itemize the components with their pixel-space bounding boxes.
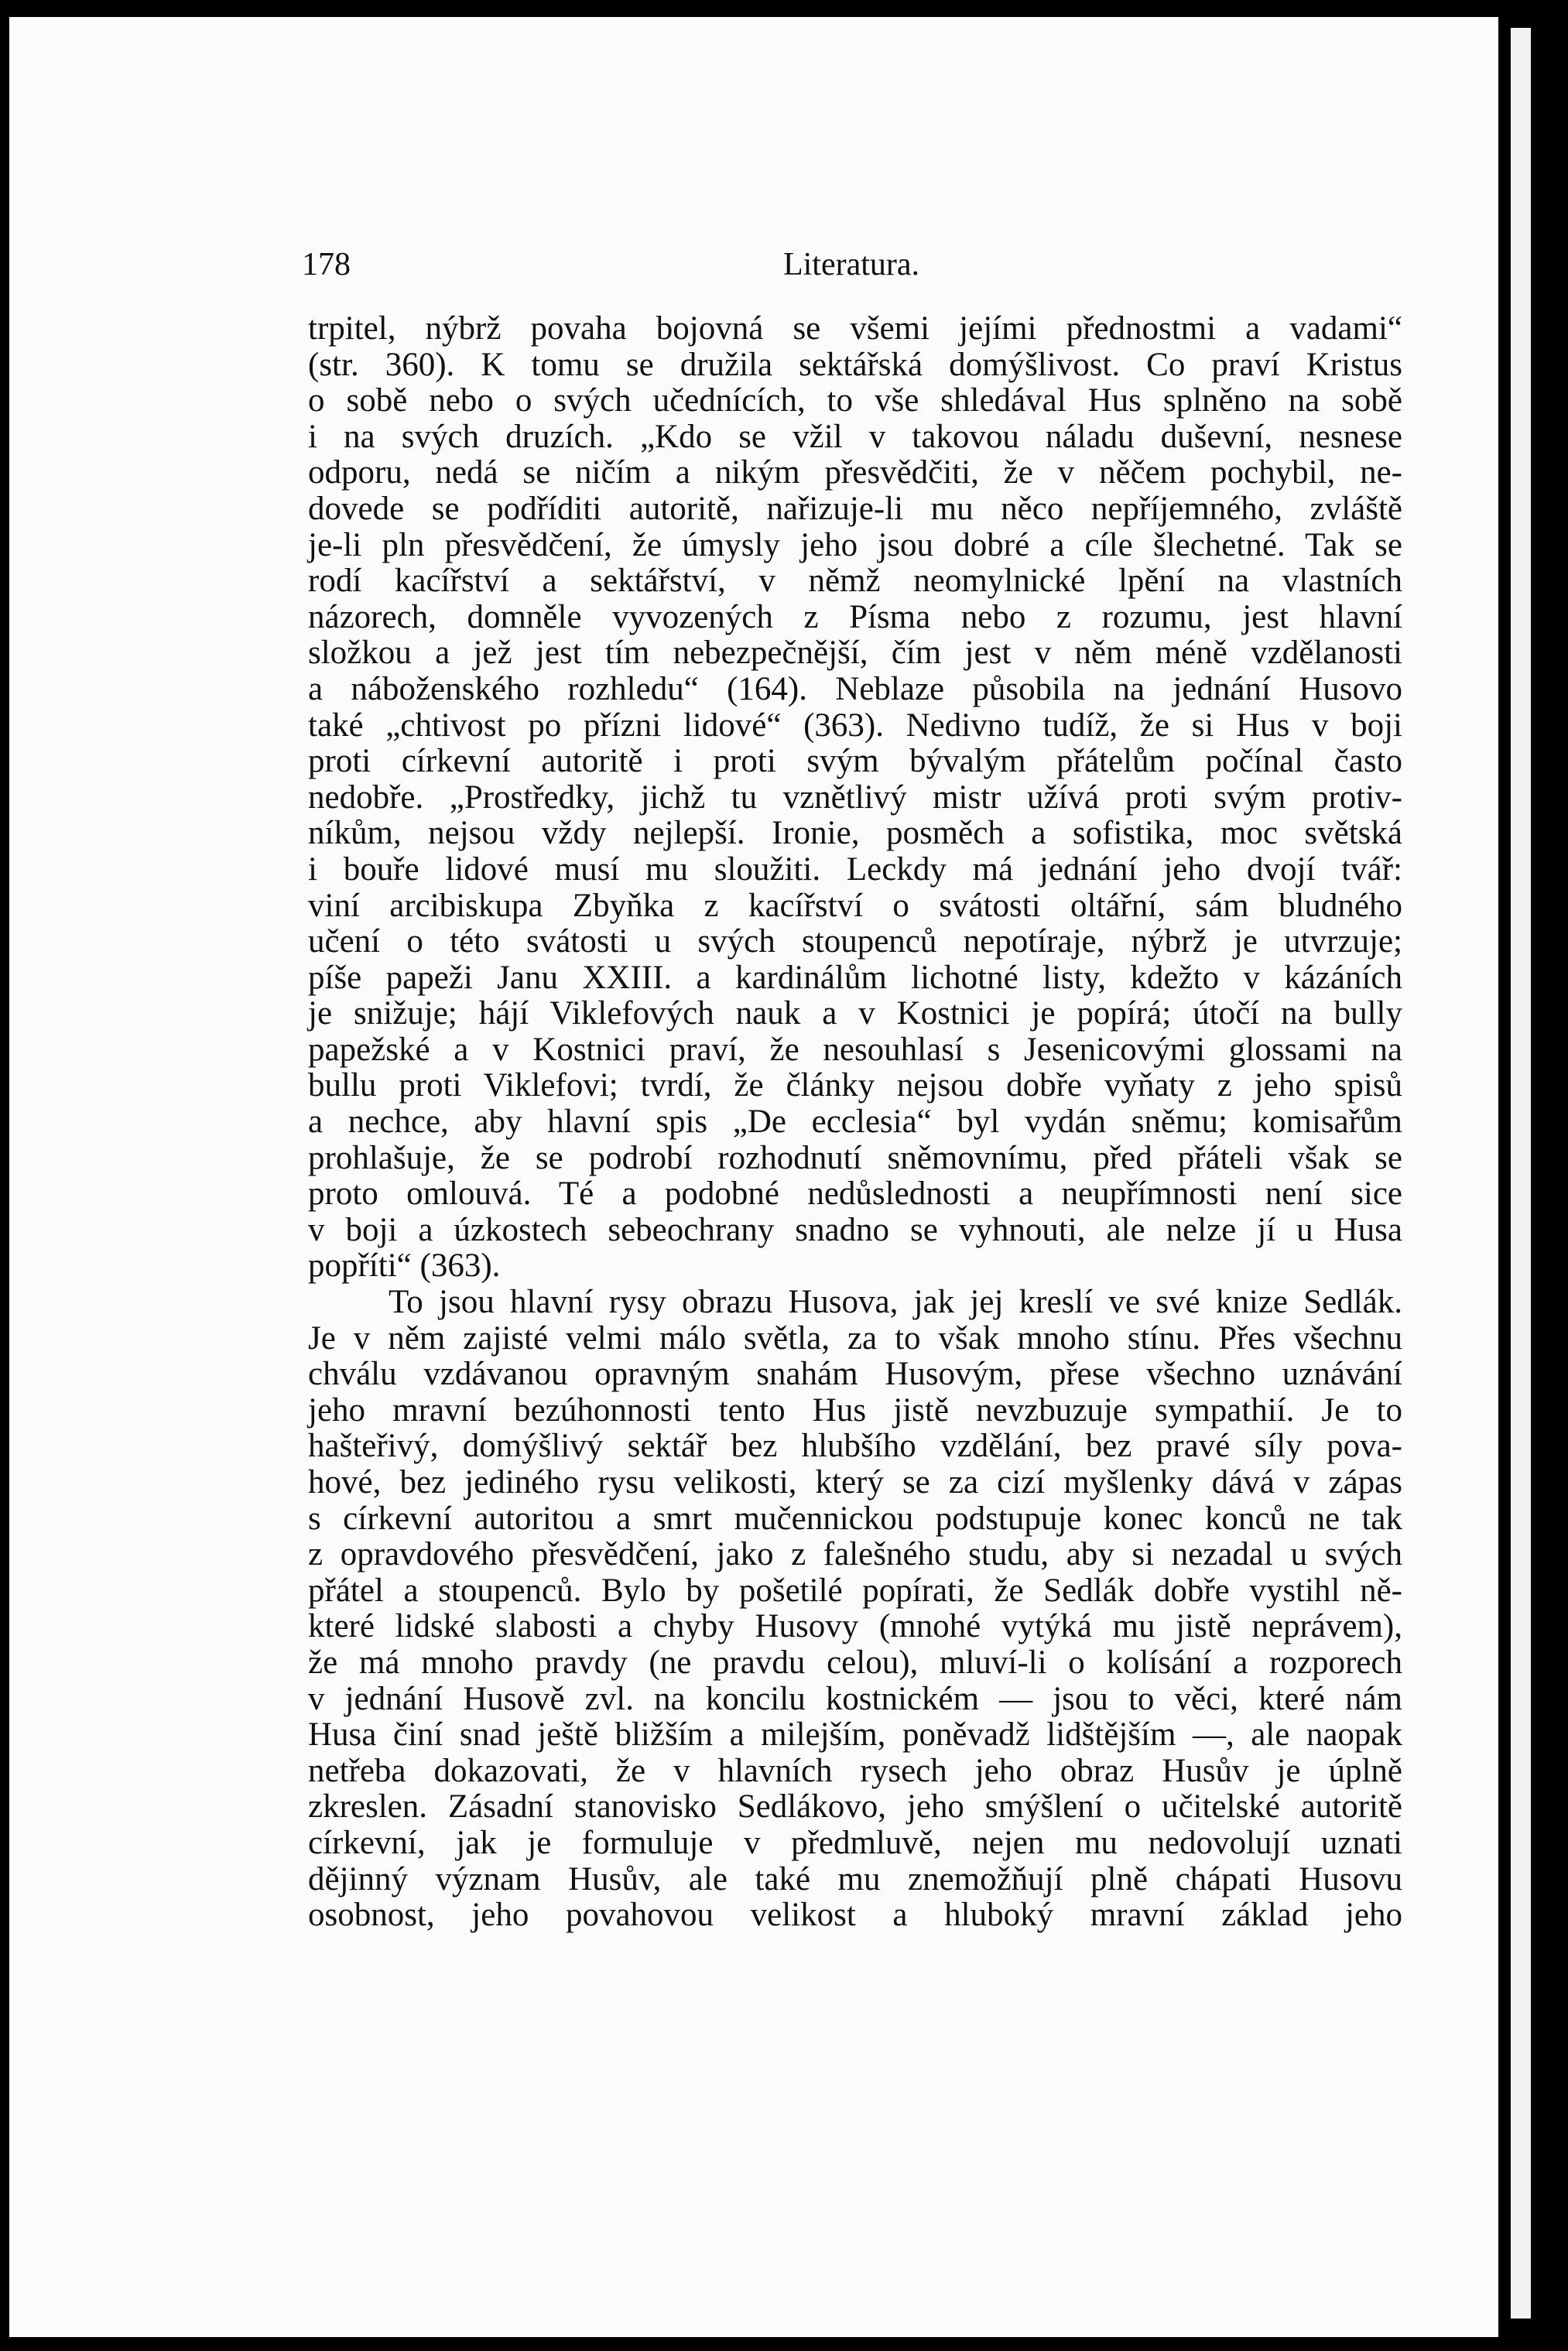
text-line: zkreslen. Zásadní stanovisko Sedlákovo, jeho smýšlení o učitelské autoritě (308, 1788, 1402, 1826)
text-line: prohlašuje, že se podrobí rozhodnutí sněmovnímu, před přáteli však se (308, 1139, 1402, 1176)
text-line: že má mnoho pravdy (ne pravdu celou), mluví-li o kolísání a rozporech (308, 1644, 1402, 1681)
text-line: názorech, domněle vyvozených z Písma nebo z rozumu, jest hlavní (308, 598, 1402, 635)
text-line: viní arcibiskupa Zbyňka z kacířství o svátosti oltářní, sám bludného (308, 887, 1402, 924)
text-line: proti církevní autoritě i proti svým bývalým přátelům počínal často (308, 743, 1402, 780)
text-line: trpitel, nýbrž povaha bojovná se všemi jejími přednostmi a vadami“ (308, 310, 1402, 347)
text-line: a náboženského rozhledu“ (164). Neblaze působila na jednání Husovo (308, 670, 1402, 707)
text-line: církevní, jak je formuluje v předmluvě, nejen mu nedovolují uznati (308, 1824, 1402, 1861)
text-line: odporu, nedá se ničím a nikým přesvědčiti, že v něčem pochybil, ne- (308, 454, 1402, 491)
text-line: v jednání Husově zvl. na koncilu kostnickém — jsou to věci, které nám (308, 1680, 1402, 1717)
text-line: nedobře. „Prostředky, jichž tu vznětlivý mistr užívá proti svým protiv- (308, 779, 1402, 816)
text-line: popříti“ (363). (308, 1247, 501, 1285)
text-line: v boji a úzkostech sebeochrany snadno se vyhnouti, ale nelze jí u Husa (308, 1211, 1402, 1248)
text-line: níkům, nejsou vždy nejlepší. Ironie, posměch a sofistika, moc světská (308, 815, 1402, 852)
text-line: s církevní autoritou a smrt mučennickou podstupuje konec konců ne tak (308, 1500, 1402, 1537)
text-line: hové, bez jediného rysu velikosti, který se za cizí myšlenky dává v zápas (308, 1464, 1402, 1501)
text-line: o sobě nebo o svých učednících, to vše shledával Hus splněno na sobě (308, 382, 1402, 419)
text-line: To jsou hlavní rysy obrazu Husova, jak jej kreslí ve své knize Sedlák. (389, 1284, 1402, 1321)
text-line: dějinný význam Husův, ale také mu znemožňují plně chápati Husovu (308, 1860, 1402, 1898)
text-line: složkou a jež jest tím nebezpečnější, čím jest v něm méně vzdělanosti (308, 635, 1402, 672)
facing-page-edge (1511, 28, 1531, 2318)
text-line: hašteřivý, domýšlivý sektář bez hlubšího vzdělání, bez pravé síly pova- (308, 1428, 1402, 1465)
text-line: je-li pln přesvědčení, že úmysly jeho jsou dobré a cíle šlechetné. Tak se (308, 526, 1402, 563)
text-line: přátel a stoupenců. Bylo by pošetilé popírati, že Sedlák dobře vystihl ně- (308, 1572, 1402, 1609)
text-line: dovede se podříditi autoritě, nařizuje-li mu něco nepříjemného, zvláště (308, 490, 1402, 527)
text-line: i bouře lidové musí mu sloužiti. Leckdy má jednání jeho dvojí tvář: (308, 850, 1402, 888)
text-line: píše papeži Janu XXIII. a kardinálům lichotné listy, kdežto v kázáních (308, 959, 1402, 996)
page-number: 178 (302, 247, 351, 282)
text-line: chválu vzdávanou opravným snahám Husovým, přese všechno uznávání (308, 1356, 1402, 1393)
text-line (308, 1934, 1402, 1970)
text-line: jeho mravní bezúhonnosti tento Hus jistě nevzbuzuje sympathií. Je to (308, 1391, 1402, 1429)
text-line: také „chtivost po přízni lidové“ (363). Nedivno tudíž, že si Hus v boji (308, 707, 1402, 744)
text-line: papežské a v Kostnici praví, že nesouhlasí s Jesenicovými glossami na (308, 1031, 1402, 1068)
text-line: proto omlouvá. Té a podobné nedůslednosti a neupřímnosti není sice (308, 1176, 1402, 1213)
text-line: které lidské slabosti a chyby Husovy (mnohé vytýká mu jistě neprávem), (308, 1608, 1402, 1645)
body-text (308, 311, 1402, 1969)
text-line: (str. 360). K tomu se družila sektářská domýšlivost. Co praví Kristus (308, 346, 1402, 383)
text-line: je snižuje; hájí Viklefových nauk a v Kostnici je popírá; útočí na bully (308, 995, 1402, 1032)
page-header (302, 246, 1401, 285)
text-line: netřeba dokazovati, že v hlavních rysech jeho obraz Husův je úplně (308, 1752, 1402, 1789)
text-line: Husa činí snad ještě bližším a milejším, poněvadž lidštějším —, ale naopak (308, 1716, 1402, 1754)
text-line: Je v něm zajisté velmi málo světla, za to však mnoho stínu. Přes všechnu (308, 1319, 1402, 1357)
running-head: Literatura. (782, 247, 920, 282)
text-line: osobnost, jeho povahovou velikost a hluboký mravní základ jeho (308, 1897, 1402, 1934)
text-line: z opravdového přesvědčení, jako z falešného studu, aby si nezadal u svých (308, 1536, 1402, 1573)
text-line: učení o této svátosti u svých stoupenců nepotíraje, nýbrž je utvrzuje; (308, 923, 1402, 960)
text-line: bullu proti Viklefovi; tvrdí, že články nejsou dobře vyňaty z jeho spisů (308, 1067, 1402, 1104)
text-line: rodí kacířství a sektářství, v němž neomylnické lpění na vlastních (308, 563, 1402, 600)
text-line: i na svých druzích. „Kdo se vžil v takovou náladu duševní, nesnese (308, 418, 1402, 455)
text-line: a nechce, aby hlavní spis „De ecclesia“ byl vydán sněmu; komisařům (308, 1104, 1402, 1141)
